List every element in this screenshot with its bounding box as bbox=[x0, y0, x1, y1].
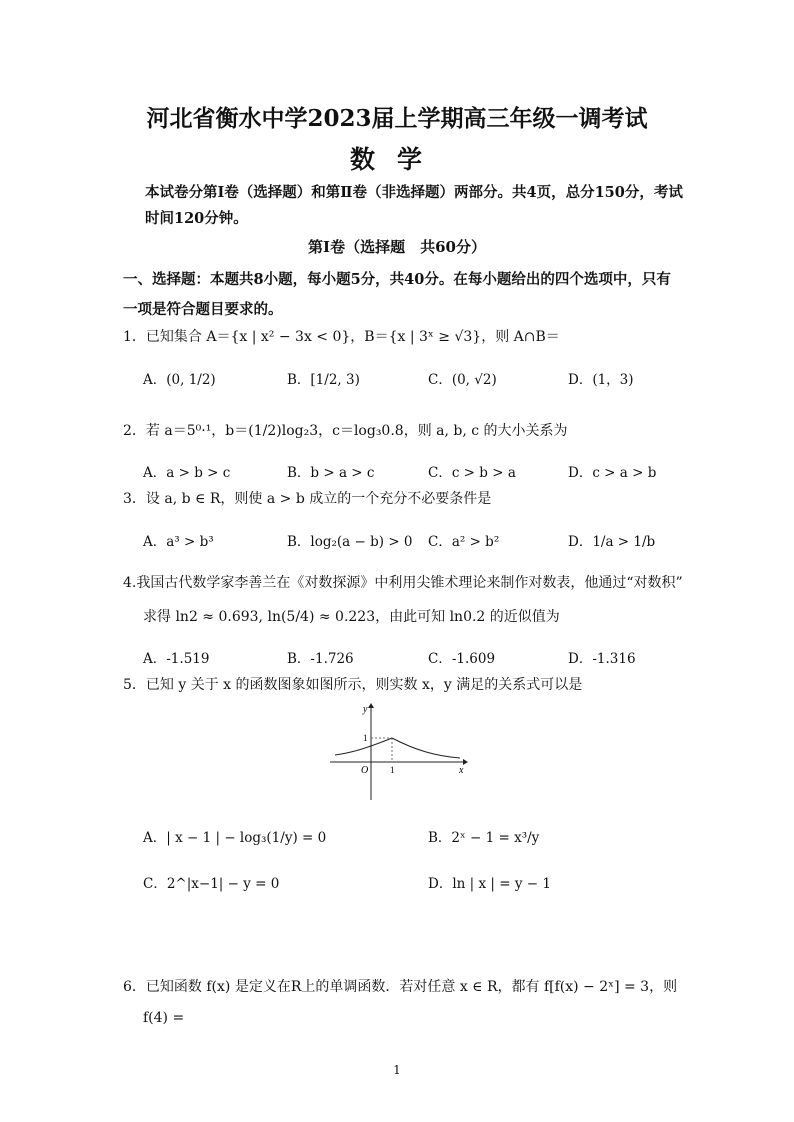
option-5a: A．| x − 1 | − log₃(1/y) = 0 bbox=[143, 830, 327, 846]
question-4 bbox=[123, 572, 683, 592]
section-title: 第Ⅰ卷（选择题 共60分） bbox=[308, 238, 486, 256]
option-1b: B．[1/2, 3) bbox=[287, 372, 360, 388]
part-instructions: 一、选择题：本题共8小题，每小题5分，共40分。在每小题给出的四个选项中，只有一项是符合题目要求的。 bbox=[123, 271, 671, 318]
question-2 bbox=[123, 420, 568, 440]
option-2d: D．c > a > b bbox=[568, 465, 657, 481]
question-5 bbox=[123, 674, 582, 694]
option-5c: C．2^|x−1| − y = 0 bbox=[143, 876, 280, 892]
option-4b: B．-1.726 bbox=[287, 651, 354, 667]
option-5b: B．2ˣ − 1 = x³/y bbox=[428, 830, 540, 846]
subject-title: 数学 bbox=[349, 145, 444, 174]
page-number: 1 bbox=[393, 1063, 401, 1077]
question-number: 6． bbox=[123, 979, 146, 995]
x-tick-label: 1 bbox=[390, 765, 395, 775]
origin-label: O bbox=[361, 765, 369, 776]
exam-title: 河北省衡水中学2023届上学期高三年级一调考试 bbox=[146, 105, 648, 132]
curve-right bbox=[392, 738, 460, 758]
exam-intro: 本试卷分第Ⅰ卷（选择题）和第Ⅱ卷（非选择题）两部分。共4页，总分150分，考试时间120分钟。 bbox=[145, 184, 683, 227]
option-4a: A．-1.519 bbox=[143, 651, 210, 667]
question-1 bbox=[123, 326, 560, 346]
question-3 bbox=[123, 488, 491, 508]
question-number: 1． bbox=[123, 329, 146, 345]
question-number: 2． bbox=[123, 423, 146, 439]
option-2c: C．c > b > a bbox=[428, 465, 516, 481]
option-1d: D．(1，3) bbox=[568, 372, 634, 388]
question-6-line2: f(4) = bbox=[143, 1010, 185, 1026]
option-3b: B．log₂(a − b) > 0 bbox=[287, 534, 413, 550]
question-number: 4. bbox=[123, 575, 137, 591]
y-tick-label: 1 bbox=[363, 733, 368, 743]
option-3c: C．a² > b² bbox=[428, 534, 500, 550]
question-stem-line1: 我国古代数学家李善兰在《对数探源》中利用尖锥术理论来制作对数表，他通过“对数积” bbox=[136, 575, 683, 591]
option-1a: A．(0, 1/2) bbox=[143, 372, 216, 388]
question-number: 5． bbox=[123, 677, 146, 693]
option-2b: B．b > a > c bbox=[287, 465, 375, 481]
function-graph bbox=[325, 700, 470, 805]
question-number: 3． bbox=[123, 491, 146, 507]
option-1c: C．(0, √2) bbox=[428, 372, 497, 388]
question-6 bbox=[123, 976, 677, 996]
question-stem: 已知 y 关于 x 的函数图象如图所示，则实数 x，y 满足的关系式可以是 bbox=[145, 677, 583, 693]
option-3a: A．a³ > b³ bbox=[143, 534, 214, 550]
x-axis-arrow bbox=[463, 759, 468, 765]
option-2a: A．a > b > c bbox=[143, 465, 231, 481]
x-axis-label: x bbox=[459, 765, 464, 776]
question-stem: 设 a, b ∈ R，则使 a > b 成立的一个充分不必要条件是 bbox=[145, 491, 492, 507]
question-4-line2: 求得 ln2 ≈ 0.693, ln(5/4) ≈ 0.223，由此可知 ln0.2 的近似值为 bbox=[143, 609, 560, 625]
question-stem: 已知集合 A＝{x | x² − 3x < 0}，B＝{x | 3ˣ ≥ √3}，则 A∩B＝ bbox=[145, 329, 560, 345]
option-5d: D．ln | x | = y − 1 bbox=[428, 876, 551, 892]
question-stem-line1: 已知函数 f(x) 是定义在R上的单调函数．若对任意 x ∈ R，都有 f[f(x) − 2ˣ] = 3，则 bbox=[145, 979, 678, 995]
option-4c: C．-1.609 bbox=[428, 651, 496, 667]
y-axis-label: y bbox=[363, 704, 368, 715]
option-3d: D．1/a > 1/b bbox=[568, 534, 656, 550]
y-axis-arrow bbox=[368, 703, 374, 708]
option-4d: D．-1.316 bbox=[568, 651, 636, 667]
question-stem: 若 a＝5⁰·¹，b＝(1/2)log₂3，c＝log₃0.8，则 a, b, c 的大小关系为 bbox=[145, 423, 568, 439]
